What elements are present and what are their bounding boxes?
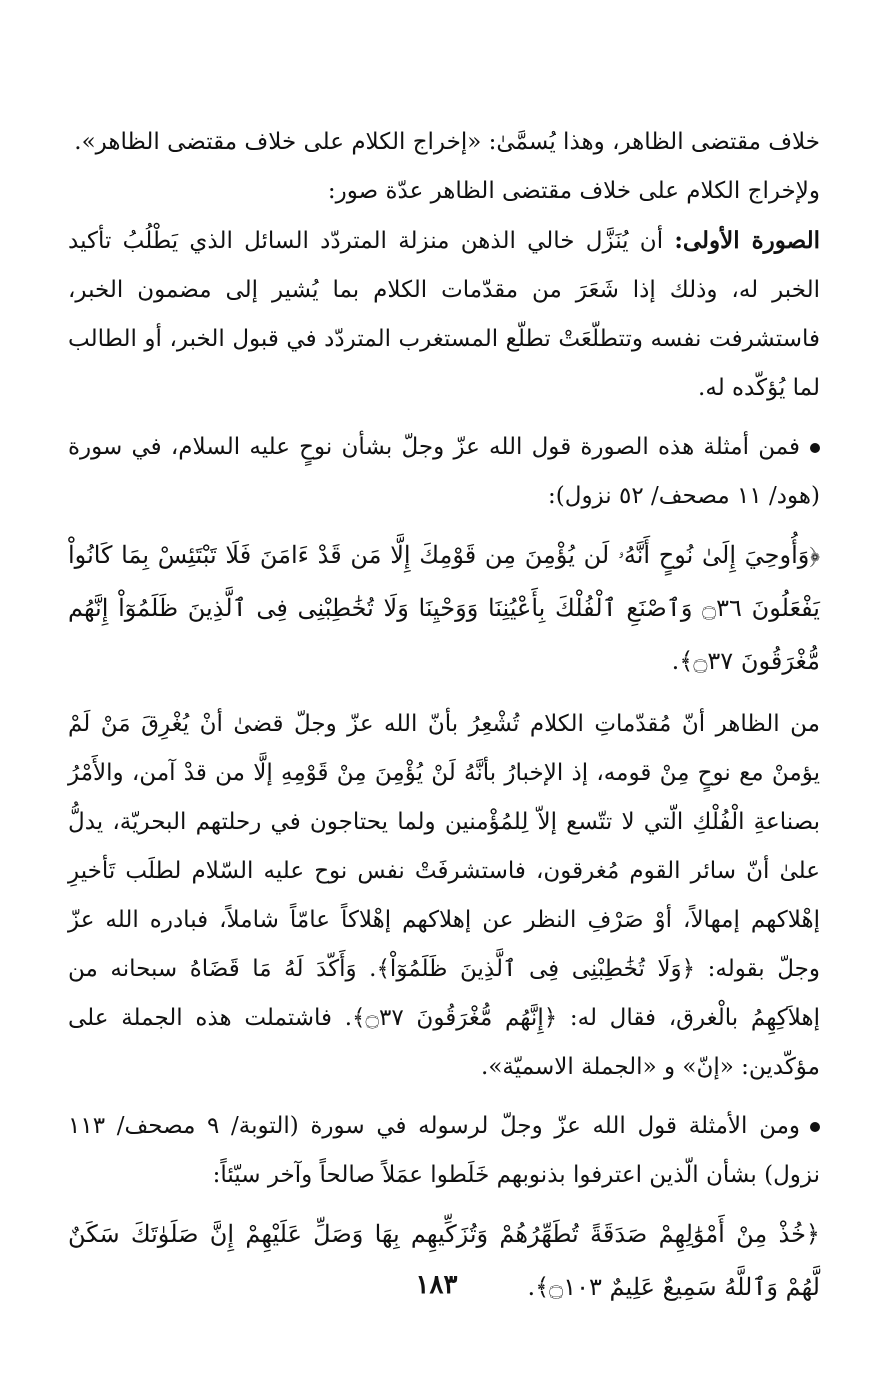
paragraph-4 (68, 423, 820, 521)
paragraph-6-text: ومن الأمثلة قول الله عزّ وجلّ لرسوله في سورة (التوبة/ ٩ مصحف/ ١١٣ نزول) بشأن الّذين اعترفوا بذنوبهم خَلَطوا عمَلاً صالحاً وآخر سيّئاً: (68, 1113, 820, 1188)
page-number: ١٨٣ (415, 1270, 458, 1300)
paragraph-3-body: أن يُنَزَّل خالي الذهن منزلة المتردّد السائل الذي يَطْلُبُ تأكيد الخبر له، وذلك إذا شَعَرَ من مقدّمات الكلام بما يُشير إلى مضمون الخبر، فاستشرفت نفسه وتتطلّعَتْ تطلّع المستغرب المتردّد في قبول الخبر، أو الطالب لما يُؤكّده له. (68, 228, 820, 401)
paragraph-4-text: فمن أمثلة هذه الصورة قول الله عزّ وجلّ بشأن نوحٍ عليه السلام، في سورة (هود/ ١١ مصحف/ ٥٢ نزول): (68, 434, 820, 509)
quran-verse-2: ﴿خُذْ مِنْ أَمْوَٰلِهِمْ صَدَقَةً تُطَهِّرُهُمْ وَتُزَكِّيهِم بِهَا وَصَلِّ عَلَيْهِمْ إِنَّ صَلَوٰتَكَ سَكَنٌ لَّهُمْ وَٱللَّهُ سَمِيعٌ عَلِيمٌ ۝١٠٣﴾. (68, 1220, 820, 1301)
page-body (68, 118, 820, 1326)
paragraph-5: من الظاهر أنّ مُقدّماتِ الكلام تُشْعِرُ بأنّ الله عزّ وجلّ قضىٰ أنْ يُغْرِقَ مَنْ لَمْ يؤمنْ مع نوحٍ مِنْ قومه، إذ الإخبارُ بأنَّهُ لَنْ يُؤْمِنَ مِنْ قَوْمِهِ إلَّا من قدْ آمن، والأَمْرُ بصناعةِ الْفُلْكِ الّتي لا تتّسع إلاّ لِلمُؤْمنين ولما يحتاجون في رحلتهم البحريّة، يدلُّ علىٰ أنّ سائر القوم مُغرقون، فاستشرفَتْ نفس نوح عليه السّلام لطلَب تَأخيرِ إهْلاكهم إمهالاً، أوْ صَرْفِ النظر عن إهلاكهم إهْلاكاً عامّاً شاملاً، فبادره الله عزّ وجلّ بقوله: ﴿وَلَا تُخَٰطِبْنِى فِى ٱلَّذِينَ ظَلَمُوٓاْ﴾. وَأَكّدَ لَهُ مَا قَضَاهُ سبحانه من إهلاَكِهِمُ بالْغرق، فقال له: ﴿إِنَّهُم مُّغْرَقُونَ ۝٣٧﴾. فاشتملت هذه الجملة على مؤكّدين: «إنّ» و «الجملة الاسميّة». (68, 711, 820, 1080)
section-heading-first-form: الصورة الأولى: (674, 227, 820, 254)
paragraph-2: ولإخراج الكلام على خلاف مقتضى الظاهر عدّة صور: (327, 178, 820, 204)
paragraph-6 (68, 1102, 820, 1200)
paragraph-3 (68, 216, 820, 413)
paragraph-1: خلاف مقتضى الظاهر، وهذا يُسمَّىٰ: «إخراج الكلام على خلاف مقتضى الظاهر». (74, 129, 820, 155)
bullet-icon (810, 1122, 820, 1132)
quran-verse-1: ﴿وَأُوحِيَ إِلَىٰ نُوحٍ أَنَّهُۥ لَن يُؤْمِنَ مِن قَوْمِكَ إِلَّا مَن قَدْ ءَامَنَ فَلَا تَبْتَئِسْ بِمَا كَانُواْ يَفْعَلُونَ ۝٣٦ وَٱصْنَعِ ٱلْفُلْكَ بِأَعْيُنِنَا وَوَحْيِنَا وَلَا تُخَٰطِبْنِى فِى ٱلَّذِينَ ظَلَمُوٓاْ إِنَّهُم مُّغْرَقُونَ ۝٣٧﴾. (68, 541, 820, 675)
bullet-icon (810, 443, 820, 453)
